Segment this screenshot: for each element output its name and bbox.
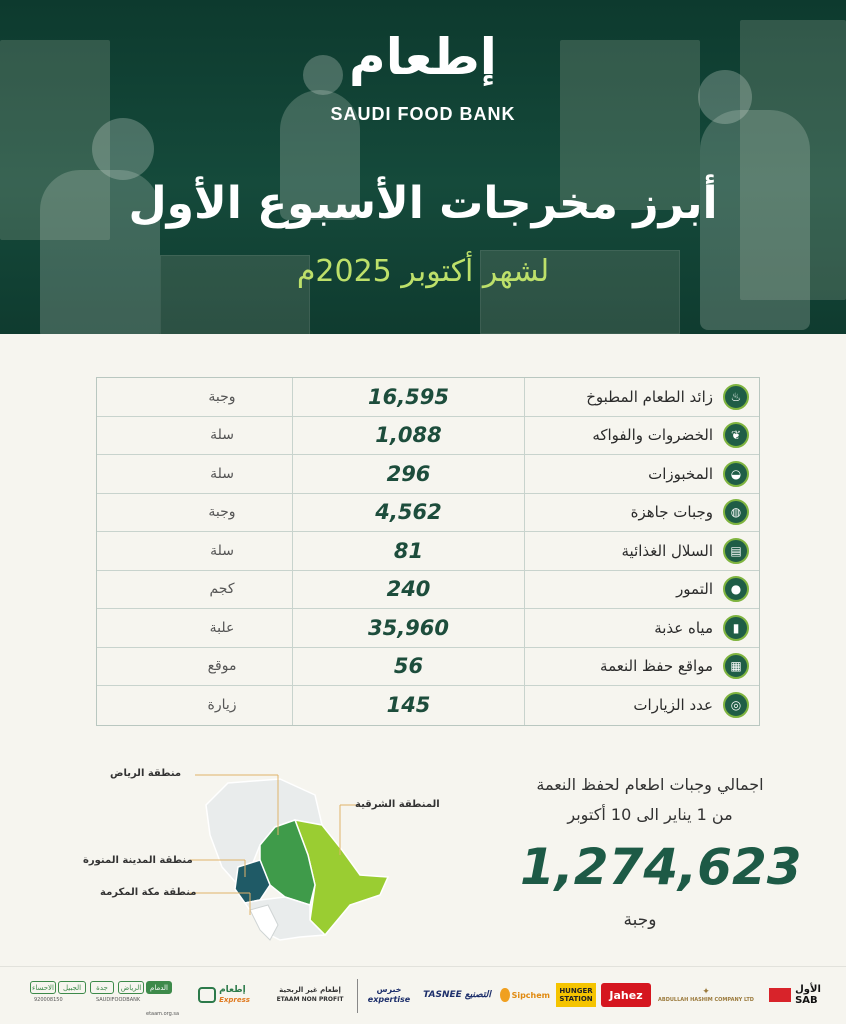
sab-hexagon-icon [769, 988, 791, 1002]
stat-label: المخبوزات [648, 464, 713, 483]
stat-label-cell [524, 417, 759, 455]
stat-unit: وجبة [208, 388, 236, 405]
map-label-makkah: منطقة مكة المكرمة [100, 887, 197, 898]
saudi-food-bank-wordmark: SAUDI FOOD BANK [330, 104, 516, 124]
etaam-nonprofit-logo [268, 983, 352, 1007]
stat-value: 296 [292, 455, 524, 493]
total-caption-line2: من 1 يناير الى 10 أكتوبر [567, 805, 733, 824]
stat-row [97, 686, 759, 725]
map-label-madinah: منطقة المدينة المنورة [83, 855, 193, 866]
sipchem-name: Sipchem [511, 990, 550, 1000]
stat-value: 240 [292, 571, 524, 609]
stat-value: 56 [292, 648, 524, 686]
stat-value: 145 [292, 686, 524, 725]
stat-row [97, 648, 759, 687]
sab-english: SAB [795, 995, 818, 1006]
abdullah-hashim-name: ABDULLAH HASHIM COMPANY LTD [658, 997, 754, 1003]
hero-banner [0, 0, 846, 334]
tasnee-arabic: التصنيع [464, 990, 491, 1000]
stat-unit: موقع [207, 658, 237, 675]
stat-label: مياه عذبة [654, 618, 713, 637]
total-caption [500, 770, 800, 830]
storage-site-icon: ▦ [723, 653, 749, 679]
stat-label-cell [524, 455, 759, 493]
stat-value: 35,960 [292, 609, 524, 647]
website-text: etaam.org.sa [146, 1011, 180, 1017]
stat-row [97, 494, 759, 533]
stat-unit: زيارة [207, 697, 237, 714]
total-caption-line1: اجمالي وجبات اطعام لحفظ النعمة [536, 775, 764, 794]
stat-label-cell [524, 609, 759, 647]
page-subtitle: لشهر أكتوبر 2025م [296, 254, 550, 289]
stat-label: الخضروات والفواكه [592, 426, 713, 445]
cooked-food-icon: ♨ [723, 384, 749, 410]
dates-icon: ● [723, 576, 749, 602]
stat-unit-cell [97, 378, 292, 416]
shopping-cart-icon [198, 987, 216, 1003]
phone-number: 920008150 [34, 997, 63, 1003]
etaam-express-logo [186, 983, 262, 1007]
stat-label: مواقع حفظ النعمة [600, 657, 713, 676]
stat-row [97, 417, 759, 456]
stat-label: وجبات جاهزة [630, 503, 713, 522]
stat-row [97, 609, 759, 648]
stat-unit: سلة [210, 542, 234, 559]
abdullah-hashim-logo [658, 983, 754, 1007]
sab-logo [760, 983, 830, 1007]
expertise-arabic: خبرس [376, 985, 402, 994]
tasnee-english: TASNEE [423, 990, 462, 1000]
food-basket-icon: ▤ [723, 538, 749, 564]
stat-unit: وجبة [208, 504, 236, 521]
saudi-regions-map [83, 765, 440, 959]
sponsors-footer [0, 966, 846, 1024]
stat-label-cell [524, 686, 759, 725]
sipchem-logo [500, 983, 550, 1007]
stat-row [97, 571, 759, 610]
stat-value: 16,595 [292, 378, 524, 416]
stat-unit-cell [97, 609, 292, 647]
stat-unit-cell [97, 571, 292, 609]
abdullah-hashim-emblem-icon: ✦ [702, 987, 710, 997]
sab-arabic: الأول [795, 984, 821, 995]
stat-row [97, 532, 759, 571]
sipchem-icon [500, 988, 510, 1002]
stat-label: زائد الطعام المطبوخ [586, 387, 713, 406]
etaam-logo: إطعام [349, 28, 497, 86]
stat-label: التمور [676, 580, 713, 599]
city-chip: جدة [90, 981, 114, 994]
jahez-logo: Jahez [601, 983, 651, 1007]
stat-row [97, 455, 759, 494]
city-chip: الجبيل [58, 981, 86, 994]
hunger-station-logo: HUNGER STATION [556, 983, 596, 1007]
stat-label: السلال الغذائية [621, 541, 713, 560]
stat-unit-cell [97, 648, 292, 686]
social-handle: SAUDIFOODBANK [96, 997, 141, 1003]
expertise-logo [364, 983, 414, 1007]
vegetables-basket-icon: ❦ [723, 422, 749, 448]
stat-label-cell [524, 648, 759, 686]
page-title: أبرز مخرجات الأسبوع الأول [128, 178, 718, 229]
stat-value: 1,088 [292, 417, 524, 455]
stat-unit: علبة [209, 619, 235, 636]
stat-value: 4,562 [292, 494, 524, 532]
stat-unit-cell [97, 532, 292, 570]
total-meals-value: 1,274,623 [520, 838, 802, 896]
visits-icon: ◎ [723, 692, 749, 718]
total-meals-unit: وجبة [623, 910, 657, 930]
stat-value: 81 [292, 532, 524, 570]
water-bottles-icon: ▮ [723, 615, 749, 641]
etaam-express-arabic: إطعام [219, 985, 246, 995]
map-label-riyadh: منطقة الرياض [110, 768, 182, 779]
etaam-nonprofit-arabic: إطعام غير الربحية [279, 986, 341, 994]
etaam-nonprofit-english: ETAAM NON PROFIT [276, 996, 344, 1003]
map-label-eastern: المنطقة الشرقية [355, 799, 440, 810]
bread-icon: ◒ [723, 461, 749, 487]
tasnee-logo [418, 983, 496, 1007]
stat-unit: سلة [210, 427, 234, 444]
stat-label-cell [524, 378, 759, 416]
stat-label-cell [524, 571, 759, 609]
ready-meal-icon: ◍ [723, 499, 749, 525]
stat-unit: سلة [210, 465, 234, 482]
stat-label-cell [524, 532, 759, 570]
stat-unit-cell [97, 494, 292, 532]
expertise-english: expertise [367, 995, 411, 1004]
stat-label-cell [524, 494, 759, 532]
city-chip: الاحساء [30, 981, 56, 994]
city-chip: الرياض [118, 981, 144, 994]
etaam-express-english: Express [219, 996, 250, 1004]
stat-unit-cell [97, 455, 292, 493]
stat-label: عدد الزيارات [633, 696, 713, 715]
footer-divider [357, 979, 358, 1013]
city-chip: الدمام [146, 981, 172, 994]
stat-unit-cell [97, 686, 292, 725]
background-worker-head [92, 118, 154, 180]
stat-unit: كجم [209, 581, 235, 598]
stat-unit-cell [97, 417, 292, 455]
stats-table [96, 377, 760, 726]
stat-row [97, 378, 759, 417]
